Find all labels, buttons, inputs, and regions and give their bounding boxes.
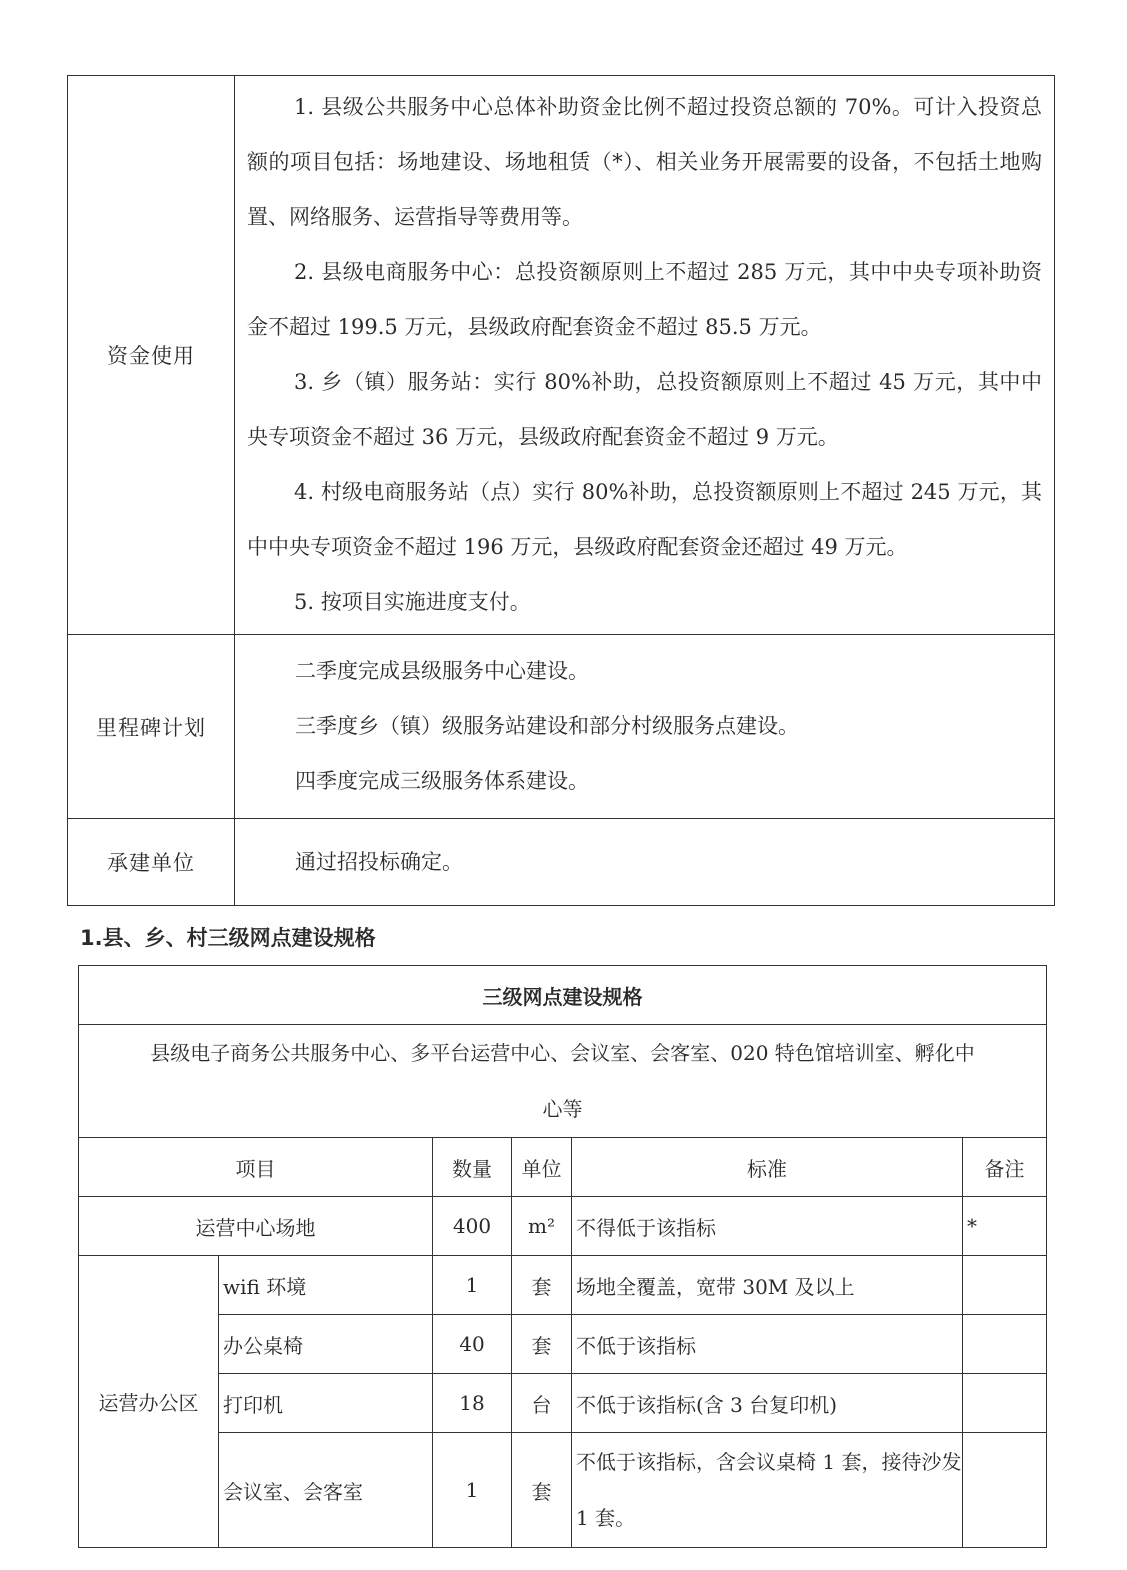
cell-standard: 不低于该指标 (572, 1315, 963, 1374)
cell-item: wifi 环境 (219, 1256, 433, 1315)
cell-note (963, 1374, 1047, 1433)
cell-standard: 场地全覆盖，宽带 30M 及以上 (572, 1256, 963, 1315)
cell-item: 运营中心场地 (79, 1197, 433, 1256)
header-standard: 标准 (572, 1138, 963, 1197)
header-unit: 单位 (512, 1138, 572, 1197)
cell-note: * (963, 1197, 1047, 1256)
cell-group: 运营办公区 (79, 1256, 219, 1548)
row-label: 承建单位 (68, 819, 235, 906)
header-row (79, 1138, 1047, 1197)
table-description: 县级电子商务公共服务中心、多平台运营中心、会议室、会客室、020 特色馆培训室、孵化中心等 (79, 1025, 1047, 1138)
table-row (79, 1315, 1047, 1374)
table-row (79, 1374, 1047, 1433)
cell-unit: 台 (512, 1374, 572, 1433)
paragraph: 2. 县级电商服务中心：总投资额原则上不超过 285 万元，其中中央专项补助资金不超过 199.5 万元，县级政府配套资金不超过 85.5 万元。 (247, 260, 1042, 339)
paragraph: 二季度完成县级服务中心建设。 (295, 659, 589, 683)
row-content (235, 635, 1055, 819)
cell-unit: 套 (512, 1256, 572, 1315)
section-heading: 1.县、乡、村三级网点建设规格 (80, 926, 376, 950)
cell-standard: 不低于该指标(含 3 台复印机) (572, 1374, 963, 1433)
table-row (79, 1197, 1047, 1256)
row-content (235, 819, 1055, 906)
table-row (79, 1256, 1047, 1315)
spec-table (78, 965, 1047, 1548)
cell-item: 打印机 (219, 1374, 433, 1433)
cell-qty: 1 (433, 1433, 512, 1548)
paragraph: 1. 县级公共服务中心总体补助资金比例不超过投资总额的 70%。可计入投资总额的项目包括：场地建设、场地租赁（*）、相关业务开展需要的设备，不包括土地购置、网络服务、运营指导等费用等。 (247, 95, 1042, 229)
paragraph: 三季度乡（镇）级服务站建设和部分村级服务点建设。 (295, 714, 799, 738)
cell-qty: 1 (433, 1256, 512, 1315)
cell-standard: 不低于该指标，含会议桌椅 1 套，接待沙发 1 套。 (572, 1433, 963, 1548)
cell-standard: 不得低于该指标 (572, 1197, 963, 1256)
row-label: 里程碑计划 (68, 635, 235, 819)
plan-row-contractor (68, 819, 1055, 906)
paragraph: 4. 村级电商服务站（点）实行 80%补助，总投资额原则上不超过 245 万元，其中中央专项资金不超过 196 万元，县级政府配套资金还超过 49 万元。 (247, 480, 1042, 559)
cell-qty: 18 (433, 1374, 512, 1433)
row-label: 资金使用 (68, 76, 235, 635)
cell-note (963, 1315, 1047, 1374)
header-note: 备注 (963, 1138, 1047, 1197)
cell-note (963, 1256, 1047, 1315)
cell-note (963, 1433, 1047, 1548)
plan-row-milestone (68, 635, 1055, 819)
paragraph: 5. 按项目实施进度支付。 (294, 590, 531, 614)
paragraph: 3. 乡（镇）服务站：实行 80%补助，总投资额原则上不超过 45 万元，其中中央专项资金不超过 36 万元，县级政府配套资金不超过 9 万元。 (247, 370, 1042, 449)
cell-item: 办公桌椅 (219, 1315, 433, 1374)
cell-unit: 套 (512, 1315, 572, 1374)
table-row (79, 1433, 1047, 1548)
paragraph: 四季度完成三级服务体系建设。 (295, 769, 589, 793)
cell-qty: 40 (433, 1315, 512, 1374)
cell-unit: 套 (512, 1433, 572, 1548)
paragraph: 通过招投标确定。 (295, 849, 463, 874)
cell-qty: 400 (433, 1197, 512, 1256)
plan-table (67, 75, 1055, 906)
cell-unit: m² (512, 1197, 572, 1256)
header-item: 项目 (79, 1138, 433, 1197)
cell-item: 会议室、会客室 (219, 1433, 433, 1548)
table-caption: 三级网点建设规格 (79, 966, 1047, 1025)
header-qty: 数量 (433, 1138, 512, 1197)
row-content (235, 76, 1055, 635)
plan-row-funding (68, 76, 1055, 635)
